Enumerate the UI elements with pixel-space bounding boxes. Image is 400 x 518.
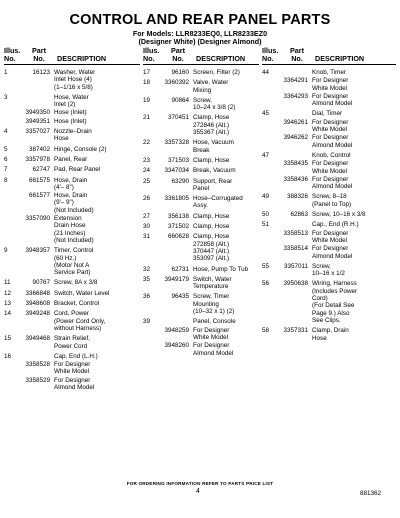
part-row [4,94,140,109]
illus-number: 9 [4,247,8,255]
part-description: Clamp, Hose [193,156,230,164]
part-number: 62863 [290,211,308,219]
illus-number: 7 [4,166,8,174]
part-row [4,279,140,286]
part-row [262,263,396,278]
part-number: 388326 [286,193,308,201]
part-row [143,233,259,262]
part-number: 90864 [171,96,189,104]
part-number: 370451 [167,114,189,122]
part-row [143,342,259,357]
document-number: 881362 [360,490,382,497]
part-description: Strain Relief, Power Cord [54,335,91,350]
part-row [262,193,396,208]
part-header: Part No. [32,46,46,63]
part-row [4,310,140,332]
part-row [262,110,396,117]
part-number: 3946262 [283,134,308,142]
part-number: 371503 [167,156,189,164]
part-description: For Designer Almond Model [312,245,353,260]
part-row [4,290,140,297]
illus-number: 47 [262,151,270,159]
illus-number: 19 [143,96,151,104]
part-description: Extension Drain Hose (21 Inches) (Not Included) [54,215,94,244]
part-number: 3949248 [25,310,50,318]
part-row [262,176,396,191]
part-description: Support, Rear Panel [193,177,233,192]
illus-number: 55 [262,262,270,270]
part-number: 3358529 [25,376,50,384]
part-row [4,335,140,350]
column-header [143,47,259,65]
part-description: For Designer Almond Model [54,376,95,391]
part-description: Switch, Water Level [54,289,110,297]
part-description: Hose, Pump To Tub [193,265,249,273]
page-title: CONTROL AND REAR PANEL PARTS [69,12,331,28]
part-description: For Designer White Model [312,118,349,134]
part-row [143,157,259,164]
part-description: Screw, 10–24 x 3/8 (2) [193,96,236,112]
part-number: 96160 [171,69,189,76]
part-description: Screw, 10–16 x 3/8 [312,211,366,219]
part-row [262,221,396,228]
part-description: For Designer White Model [312,77,349,92]
illus-number: 8 [4,176,8,184]
part-row [4,215,140,244]
illus-header: Illus. No. [4,46,21,63]
part-row [262,93,396,108]
part-header: Part No. [290,46,304,63]
part-row [262,69,396,76]
part-number [282,221,312,228]
parts-column-2 [143,47,259,358]
part-number: 3949350 [25,109,50,117]
part-number: 661577 [28,192,50,200]
part-number: 16123 [32,69,50,76]
illus-number: 25 [143,177,151,185]
part-description: Break, Vacuum [193,167,236,175]
part-row [262,280,396,324]
part-row [143,223,259,230]
part-number: 3347034 [164,167,189,175]
part-row [143,139,259,154]
part-row [4,177,140,192]
illus-number: 26 [143,195,151,203]
part-description: Clamp, Hose [193,223,230,231]
part-description: Panel, Rear [54,155,88,163]
illus-number: 22 [143,139,151,147]
part-row [143,178,259,193]
part-description: Cap., End (R.H.) [312,221,359,229]
illus-number: 6 [4,155,8,163]
part-number: 356138 [167,212,189,220]
part-description: Hose (Inlet) [54,109,87,117]
part-number: 63290 [171,177,189,185]
part-row [4,166,140,173]
part-row [143,195,259,210]
part-description: Clamp, Hose 272846 (Alt.) 355367 (Alt.) [193,114,230,137]
part-number: 62747 [32,166,50,174]
part-description: Switch, Water Temperature [193,275,232,291]
part-description: Cap, End (L.H.) [54,352,98,360]
part-number: 3358528 [25,361,50,369]
illus-number [4,215,24,244]
part-row [4,247,140,276]
part-number: 3949179 [164,275,189,283]
part-description: Screw, 8A x 3/8 [54,279,98,287]
model-line [0,30,400,46]
part-number: 3949468 [25,335,50,343]
part-row [4,109,140,116]
illus-number: 15 [4,335,12,343]
part-description: Screw, Timer Mounting (10–32 x 1) (2) [193,293,235,316]
part-description: Hose, Vacuum Break [193,139,234,154]
part-row [143,327,259,342]
illus-number [262,230,282,245]
illus-number [4,192,24,214]
part-row [143,293,259,315]
illus-number: 39 [143,318,151,326]
part-description: For Designer Almond Model [312,92,353,108]
part-row [4,146,140,153]
part-row [4,377,140,392]
illus-number: 3 [4,93,8,101]
illus-number: 12 [4,289,12,297]
part-row [143,266,259,273]
part-row [143,97,259,112]
parts-column-1 [4,47,140,392]
part-description: Screw, 10–16 x 1/2 [312,262,345,278]
part-row [4,361,140,376]
illus-number [143,342,163,357]
part-row [4,192,140,214]
part-number [282,69,312,76]
illus-number [262,134,282,149]
part-row [143,276,259,291]
part-description: For Designer White Model [193,326,230,341]
part-number [282,152,312,159]
part-description: Hose (Inlet) [54,117,87,125]
illus-number [4,377,24,392]
part-number: 62731 [171,265,189,273]
part-description: Dial, Timer [312,110,343,118]
part-row [262,119,396,134]
part-number: 3358514 [283,245,308,253]
illus-number [262,160,282,175]
part-number: 3366848 [25,289,50,297]
illus-number [262,119,282,134]
part-description: For Designer White Model [312,160,349,175]
part-description: Knob, Control [312,151,351,159]
illus-number: 56 [262,280,270,288]
illus-header: Illus. No. [262,46,279,63]
illus-number: 17 [143,69,151,76]
part-row [262,160,396,175]
part-number [163,318,193,325]
part-description: Hose, Drain (4'– 8") [54,176,88,191]
illus-number: 50 [262,211,270,219]
part-number: 3360392 [164,79,189,87]
part-number [24,353,54,360]
part-row [143,79,259,94]
illus-number [4,118,24,125]
part-description: Screen, Filter (2) [193,69,240,76]
part-description: For Designer Almond Model [193,342,234,357]
part-row [262,134,396,149]
part-number: 3357027 [25,128,50,136]
illus-number: 11 [4,279,11,287]
model-numbers: For Models: LLR8233EQ0, LLR8233EZ0 [132,29,268,38]
illus-number: 44 [262,69,270,76]
part-number: 3949351 [25,117,50,125]
illus-number: 36 [143,293,151,301]
page-number: 4 [196,488,200,495]
part-description: Screw, 8–18 (Panel to Top) [312,193,352,208]
part-number [24,94,54,109]
part-number: 3358436 [283,175,308,183]
part-description: Knob, Timer [312,69,346,76]
parts-column-3 [262,47,396,343]
part-description: Pad, Rear Panel [54,166,101,174]
part-number: 3358513 [283,229,308,237]
part-description: Wiring, Harness (Includes Power Cord) (For Detail See Page 9.) Also See Clips. [312,280,358,324]
part-header: Part No. [171,46,185,63]
part-number: 661575 [28,176,50,184]
part-number: 387402 [28,145,50,153]
part-description: Clamp, Hose 272858 (Alt.) 370447 (Alt.) 353097 (Alt.) [193,233,230,263]
part-description: Clamp, Drain Hose [312,327,349,342]
part-number: 3948259 [164,326,189,334]
part-number: 3948608 [25,300,50,308]
part-row [262,152,396,159]
part-description: Clamp, Hose [193,212,230,220]
part-row [4,128,140,143]
part-description: Hose–Corrugated Assy. [193,195,243,210]
illus-number: 13 [4,300,12,308]
part-description: Hose, Water Inlet (2) [54,93,89,109]
part-description: Nozzle–Drain Hose [54,128,92,143]
part-number: 660628 [167,233,189,241]
part-number: 96435 [171,293,189,301]
description-header: DESCRIPTION [57,54,107,63]
illus-number: 45 [262,110,270,118]
illus-number [262,77,282,92]
part-number: 3361805 [164,195,189,203]
part-row [4,156,140,163]
illus-number [143,327,163,342]
part-number: 3357328 [164,139,189,147]
illus-number: 23 [143,156,151,164]
part-description: For Designer White Model [312,229,349,244]
illus-number: 5 [4,145,8,153]
part-row [262,211,396,218]
part-number: 3946261 [283,118,308,126]
illus-number: 24 [143,167,151,175]
part-number: 3364291 [283,77,308,85]
part-row [262,230,396,245]
part-row [4,300,140,307]
part-row [143,167,259,174]
part-number [282,110,312,117]
part-row [4,118,140,125]
illus-number: 58 [262,327,270,335]
illus-number: 51 [262,221,270,229]
part-number: 90767 [32,279,50,287]
part-row [143,213,259,220]
part-description: Timer, Control (60 Hz.) (Motor Not A Service Part) [54,247,94,277]
part-description: Hinge, Console (2) [54,145,107,153]
parts-rows [4,69,140,391]
part-row [143,69,259,76]
part-number: 3950638 [283,280,308,288]
part-row [143,318,259,325]
part-number: 371502 [167,223,189,231]
part-number: 3948260 [164,342,189,350]
part-number: 3357090 [25,215,50,223]
ordering-note: FOR ORDERING INFORMATION REFER TO PARTS PRICE LIST [126,481,274,486]
part-number: 3357011 [283,262,308,270]
parts-rows [143,69,259,357]
illus-number: 49 [262,193,270,201]
part-number: 3948357 [25,247,50,255]
part-row [262,327,396,342]
part-description: Washer, Water Inlet Hose (4) (1–1/16 x 5/8) [54,69,96,91]
part-row [262,245,396,260]
part-description: Valve, Water Mixing [193,79,229,94]
part-description: Panel, Console [193,318,236,326]
model-colors: (Designer White) (Designer Almond) [138,37,262,46]
illus-number: 30 [143,223,151,231]
part-number: 3364293 [283,92,308,100]
part-number: 3357331 [283,327,308,335]
illus-number: 27 [143,212,151,220]
illus-number: 21 [143,114,151,122]
part-description: Bracket, Control [54,300,100,308]
column-header [4,47,140,65]
illus-number: 35 [143,275,151,283]
part-row [262,77,396,92]
part-description: For Designer White Model [54,361,91,376]
column-header [262,47,396,65]
part-description: Hose, Drain (9'– 9") (Not Included) [54,192,94,214]
parts-rows [262,69,396,342]
part-row [4,353,140,360]
illus-number [262,176,282,191]
illus-header: Illus. No. [143,46,160,63]
description-header: DESCRIPTION [315,54,365,63]
illus-number: 31 [143,233,151,241]
illus-number: 16 [4,352,12,360]
description-header: DESCRIPTION [196,54,246,63]
part-description: For Designer Almond Model [312,134,353,149]
illus-number [4,361,24,376]
part-row [4,69,140,91]
illus-number: 4 [4,128,8,136]
part-description: For Designer Almond Model [312,175,353,191]
illus-number: 14 [4,310,12,318]
illus-number: 18 [143,79,151,87]
illus-number [262,93,282,108]
part-number: 3358435 [283,160,308,168]
part-description: Cord, Power (Power Cord Only, without Harness) [54,310,106,332]
illus-number [262,245,282,260]
illus-number: 32 [143,265,151,273]
part-number: 3357978 [25,155,50,163]
illus-number [4,109,24,116]
illus-number: 1 [4,69,8,76]
part-row [143,114,259,136]
